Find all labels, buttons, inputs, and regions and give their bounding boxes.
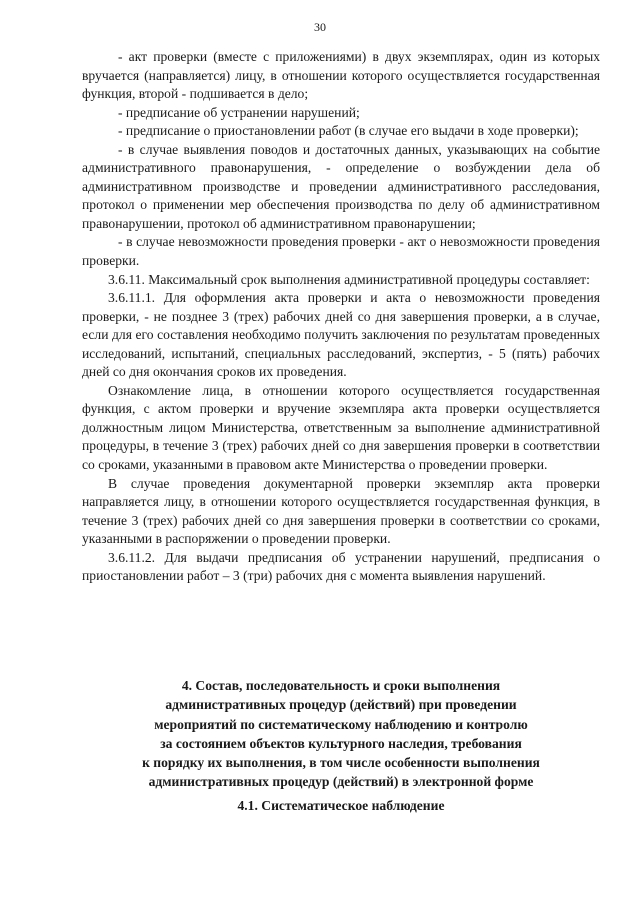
section-heading-line: к порядку их выполнения, в том числе особенности выполнения (142, 755, 540, 771)
paragraph-3-6-11-2: 3.6.11.2. Для выдачи предписания об устранении нарушений, предписания о приостановлении работ – 3 (три) рабочих дня с момента выявления нарушений. (82, 549, 600, 584)
section-heading (82, 676, 600, 792)
paragraph-impossibility-act: - в случае невозможности проведения проверки - акт о невозможности проведения проверки. (82, 234, 600, 269)
paragraph-act-copies: - акт проверки (вместе с приложениями) в двух экземплярах, один из которых вручается (направляется) лицу, в отношении которого осуществляется государственная функция, второй - подшивается в дело; (82, 49, 600, 102)
section-heading-line: административных процедур (действий) в электронной форме (148, 774, 534, 790)
section-heading-line: 4. Состав, последовательность и сроки выполнения (181, 678, 501, 693)
paragraph-3-6-11-1: 3.6.11.1. Для оформления акта проверки и акта о невозможности проведения проверки, - не позднее 3 (трех) рабочих дней со дня завершения проверки, а в случае, если для его составления необходимо получить заключения по результатам проведенных исследований, испытаний, специальных расследований, экспертиз, - 5 (пять) рабочих дней со дня окончания сроков их проведения. (82, 290, 600, 380)
paragraph-suspension-order: - предписание о приостановлении работ (в случае его выдачи в ходе проверки); (118, 123, 579, 139)
section-heading-line: за состоянием объектов культурного наследия, требования (160, 735, 522, 751)
section-heading-line: мероприятий по систематическому наблюдению и контролю (154, 716, 528, 732)
paragraph-3-6-11: 3.6.11. Максимальный срок выполнения административной процедуры составляет: (108, 271, 590, 287)
paragraph-documentary-check: В случае проведения документарной проверки экземпляр акта проверки направляется лицу, в отношении которого осуществляется государственная функция, в течение 3 (трех) рабочих дней со дня завершения проверки в соответствии со сроками, указанными в распоряжении о проведении проверки. (82, 475, 600, 547)
paragraph-violation-order: - предписание об устранении нарушений; (118, 104, 360, 120)
section-heading-line: административных процедур (действий) при проведении (165, 697, 517, 713)
subsection-heading: 4.1. Систематическое наблюдение (237, 798, 445, 813)
paragraph-administrative-offense: - в случае выявления поводов и достаточных данных, указывающих на событие административного правонарушения, - определение о возбуждении дела об административном производстве и проведении административного расследования, протокол о применении мер обеспечения производства по делу об административном правонарушении, протокол об административном правонарушении; (82, 141, 600, 231)
paragraph-familiarization: Ознакомление лица, в отношении которого осуществляется государственная функция, с актом проверки и вручение экземпляра акта проверки осуществляется должностным лицом Министерства, ответственным за выполнение административной процедуры, в течение 3 (трех) рабочих дней со дня завершения проверки в соответствии со сроками, указанными в правовом акте Министерства о проведении проверки. (82, 382, 600, 473)
body-text (82, 48, 600, 586)
page-number: 30 (314, 20, 326, 34)
